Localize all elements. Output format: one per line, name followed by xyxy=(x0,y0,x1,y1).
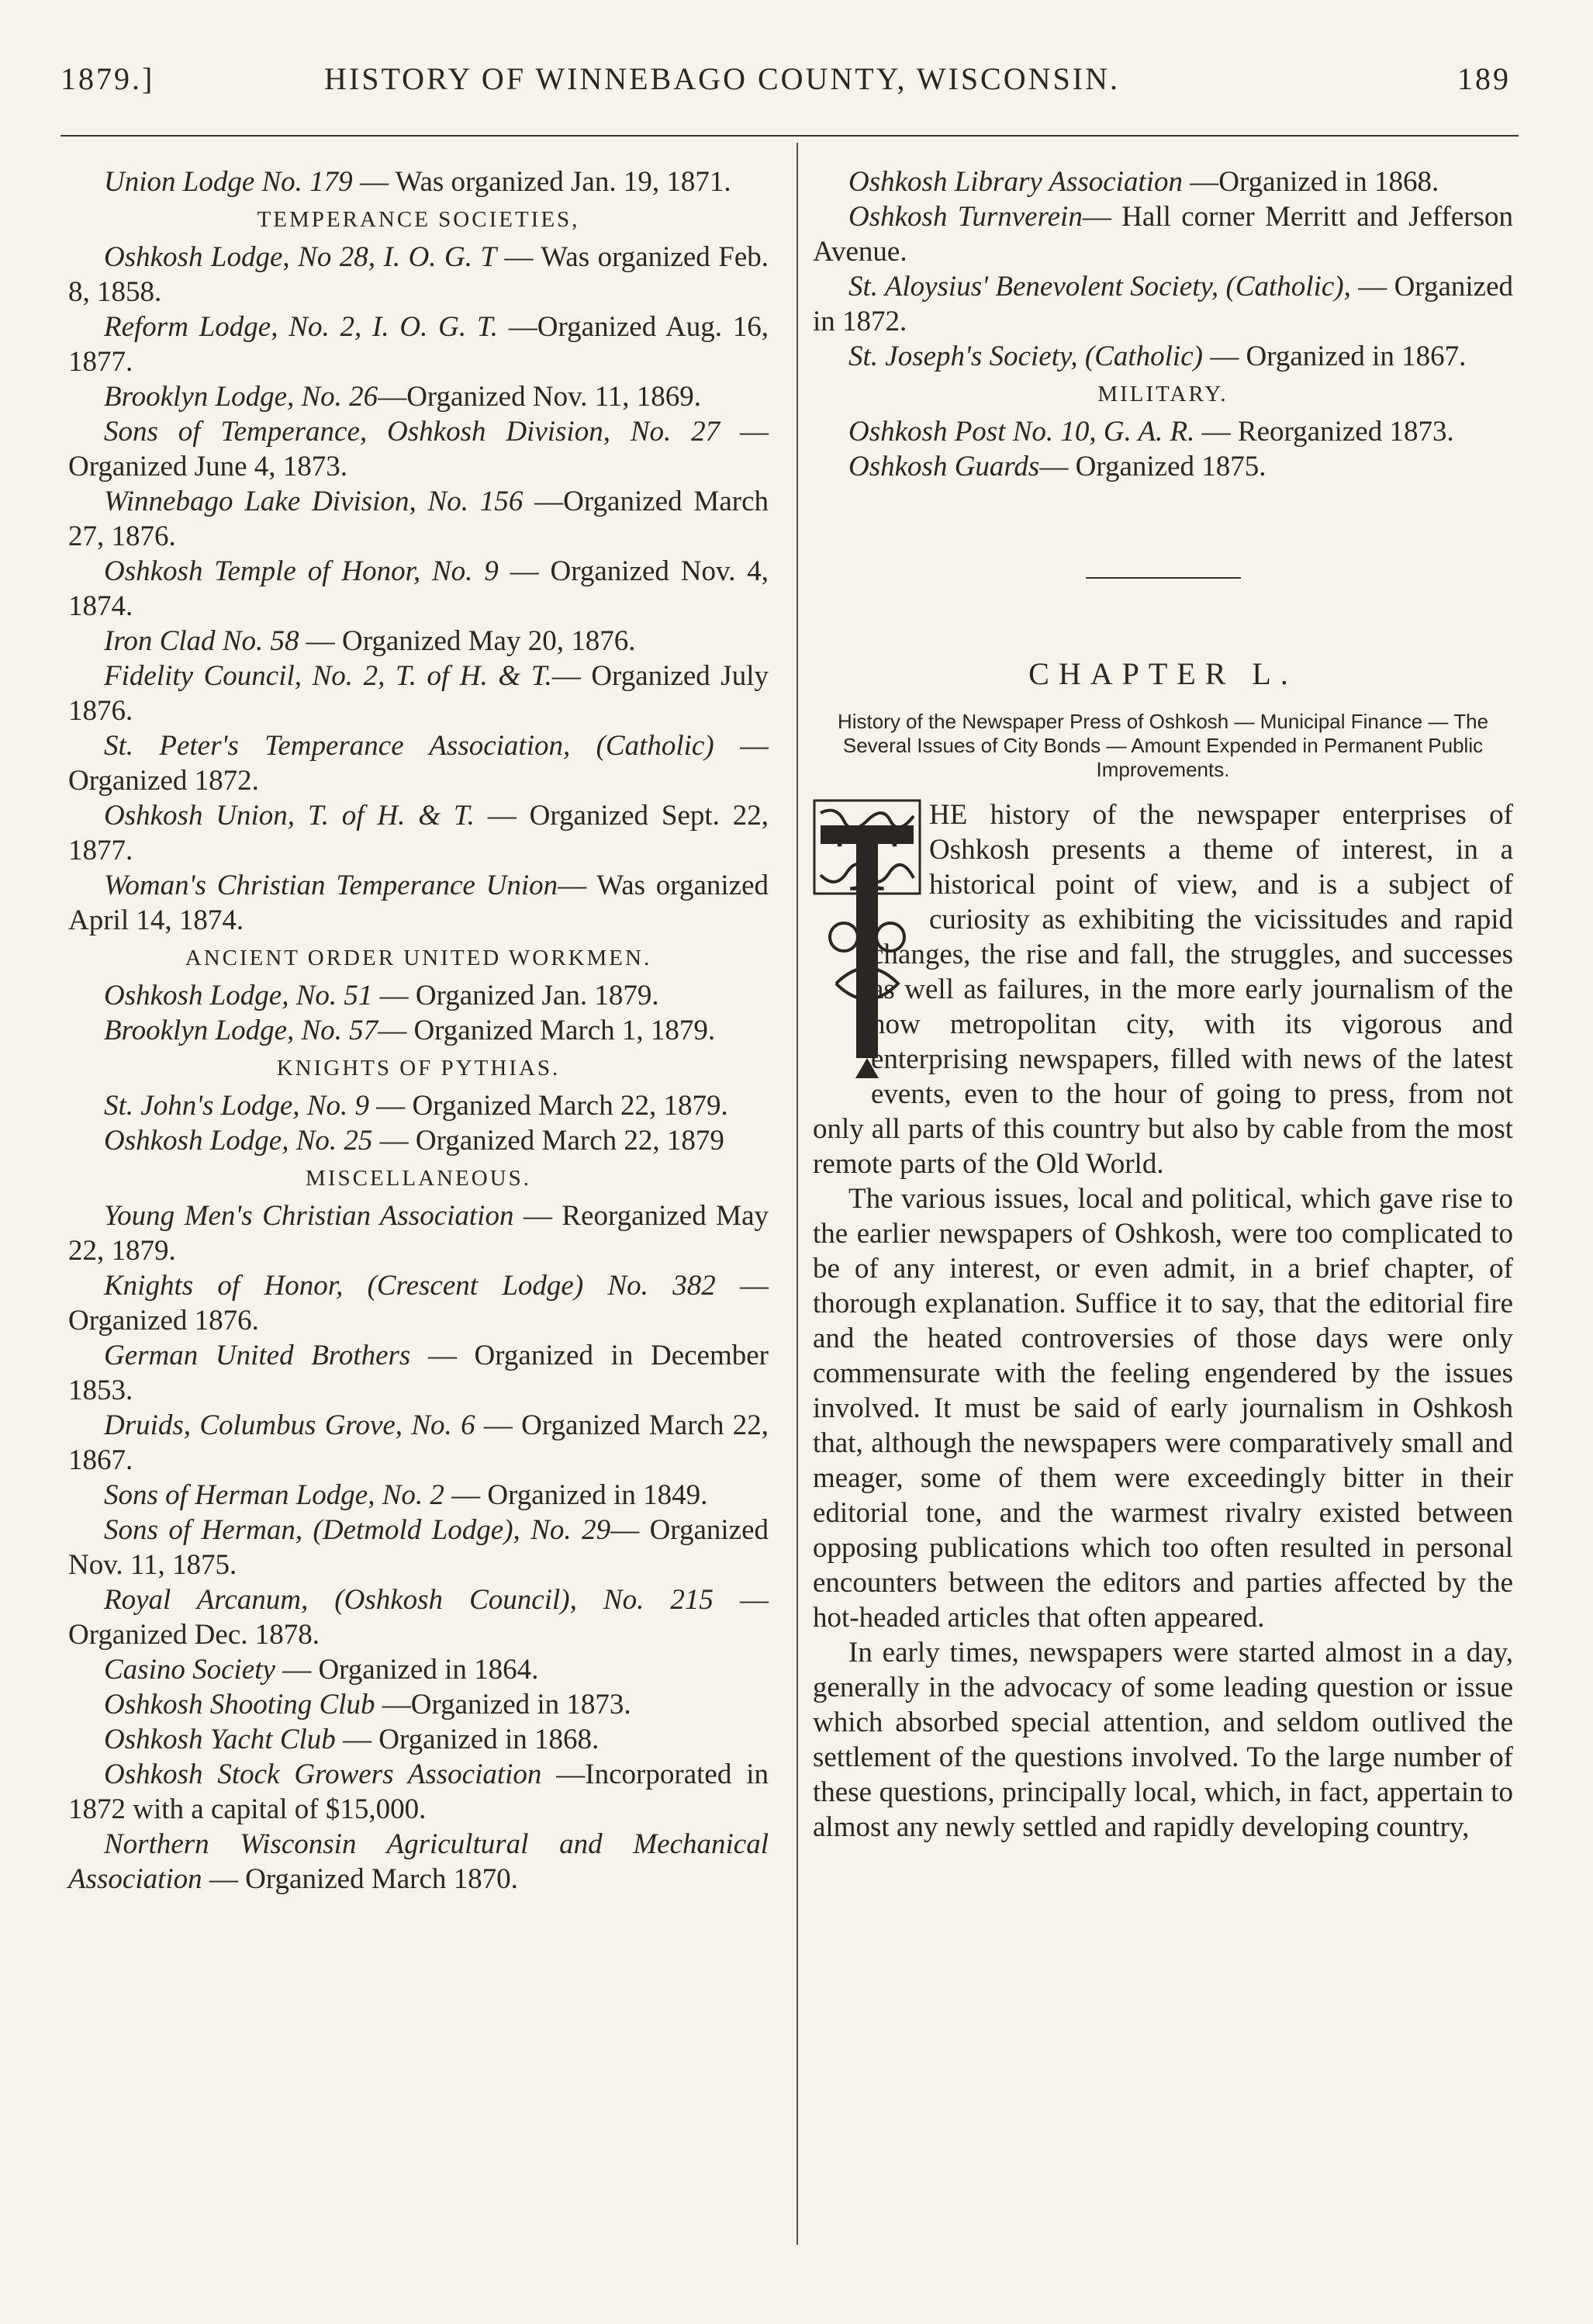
society-entry xyxy=(813,339,1513,374)
chapter-heading: CHAPTER L. xyxy=(1028,656,1298,691)
society-detail: — Organized in 1864. xyxy=(275,1654,539,1686)
society-entry xyxy=(68,868,769,938)
society-name: Sons of Herman Lodge, No. 2 xyxy=(104,1479,444,1511)
society-name: St. Peter's Temperance Association, (Catholic) xyxy=(104,730,714,762)
society-entry xyxy=(68,379,769,414)
page-number: 189 xyxy=(1457,61,1511,96)
society-name: Oshkosh Lodge, No. 51 xyxy=(104,980,373,1012)
society-name: Oshkosh Shooting Club xyxy=(104,1689,375,1721)
society-entry xyxy=(68,1478,769,1513)
society-name: Knights of Honor, (Crescent Lodge) No. 382 xyxy=(104,1270,716,1302)
society-name: Reform Lodge, No. 2, I. O. G. T. xyxy=(104,311,499,343)
society-entry xyxy=(68,1013,769,1048)
society-name: Oshkosh Library Association xyxy=(848,166,1184,198)
society-detail: — Organized July 1876. xyxy=(68,660,769,727)
society-entry xyxy=(813,449,1513,484)
section-heading: MILITARY. xyxy=(1097,382,1228,406)
society-entry xyxy=(68,1652,769,1687)
society-detail: — Organized Dec. 1878. xyxy=(68,1584,769,1651)
chapter-paragraph: In early times, newspapers were started almost in a day, generally in the advocacy of some leading question or issue which absorbed special attention, and seldom outlived the settlement of the questions involved. To the large number of these questions, principally local, which, in fact, appertain to almost any newly settled and rapidly developing country, xyxy=(813,1637,1513,1843)
society-entry xyxy=(813,414,1513,449)
society-entry xyxy=(68,484,769,554)
column-divider xyxy=(796,143,798,2245)
society-entry xyxy=(68,1338,769,1408)
society-name: German United Brothers xyxy=(104,1340,411,1371)
society-name: Fidelity Council, No. 2, T. of H. & T. xyxy=(104,660,552,692)
society-detail: — Organized March 1870. xyxy=(202,1863,518,1895)
society-detail: — Organized Sept. 22, 1877. xyxy=(68,800,769,866)
society-name: Oshkosh Guards xyxy=(848,451,1040,482)
society-name: Iron Clad No. 58 xyxy=(104,625,299,657)
dropcap-letter: T xyxy=(835,808,899,911)
society-detail: — Organized 1872. xyxy=(68,730,769,797)
society-detail: —Organized Nov. 11, 1869. xyxy=(378,381,702,413)
society-name: St. Joseph's Society, (Catholic) xyxy=(848,341,1203,372)
right-column-entries xyxy=(813,164,1513,484)
chapter-paragraph: HE history of the newspaper enterprises of Oshkosh presents a theme of interest, in a historical point of view, and is a subject of curiosity as exhibiting the vicissitudes and rapid changes, the rise and fall, the struggles, and successes as well as failures, in the more early journalism of the now metropolitan city, with its vigorous and enterprising newspapers, filled with news of the latest events, even to the hour of going to press, from not only all parts of this country but also by cable from the most remote parts of the Old World. xyxy=(813,799,1513,1180)
society-name: Young Men's Christian Association xyxy=(104,1200,514,1232)
society-detail: — Organized Jan. 1879. xyxy=(372,980,659,1012)
society-name: Royal Arcanum, (Oshkosh Council), No. 215 xyxy=(104,1584,714,1616)
header-year: 1879.] xyxy=(60,61,155,96)
society-entry xyxy=(68,659,769,728)
left-column xyxy=(68,164,769,1897)
section-heading: ANCIENT ORDER UNITED WORKMEN. xyxy=(185,946,652,970)
society-name: Casino Society xyxy=(104,1654,275,1686)
society-entry xyxy=(68,1268,769,1338)
society-entry xyxy=(68,1827,769,1897)
header-title: HISTORY OF WINNEBAGO COUNTY, WISCONSIN. xyxy=(324,61,1120,96)
society-name: Oshkosh Turnverein xyxy=(848,201,1083,233)
society-detail: —Organized March 27, 1876. xyxy=(68,486,769,552)
society-entry xyxy=(68,1198,769,1268)
society-detail: — Organized 1876. xyxy=(68,1270,769,1337)
society-name: Oshkosh Union, T. of H. & T. xyxy=(104,800,475,832)
society-detail: — Organized March 22, 1867. xyxy=(68,1409,769,1476)
society-entry xyxy=(68,1088,769,1123)
society-entry xyxy=(813,199,1513,269)
society-detail: — Organized in 1868. xyxy=(335,1724,600,1755)
society-detail: — Organized 1875. xyxy=(1039,451,1266,482)
society-name: Oshkosh Post No. 10, G. A. R. xyxy=(848,416,1195,448)
society-name: Winnebago Lake Division, No. 156 xyxy=(104,486,524,517)
society-entry xyxy=(68,164,769,199)
society-detail: — Organized May 20, 1876. xyxy=(299,625,636,657)
society-entry xyxy=(68,1687,769,1722)
society-name: Brooklyn Lodge, No. 26 xyxy=(104,381,378,413)
society-entry xyxy=(68,1408,769,1478)
society-entry xyxy=(68,310,769,379)
society-detail: — Organized June 4, 1873. xyxy=(68,416,769,482)
society-detail: — Was organized Jan. 19, 1871. xyxy=(352,166,731,198)
society-detail: — Organized Nov. 11, 1875. xyxy=(68,1514,769,1581)
chapter-separator-rule xyxy=(1086,577,1241,579)
header-rule xyxy=(60,135,1519,137)
society-entry xyxy=(68,978,769,1013)
society-detail: — Was organized April 14, 1874. xyxy=(68,870,769,936)
society-name: Oshkosh Yacht Club xyxy=(104,1724,336,1755)
society-detail: — Reorganized May 22, 1879. xyxy=(68,1200,769,1267)
society-detail: —Incorporated in 1872 with a capital of $15,000. xyxy=(68,1759,769,1825)
society-entry xyxy=(68,1722,769,1757)
society-detail: — Organized in December 1853. xyxy=(68,1340,769,1406)
society-detail: — Reorganized 1873. xyxy=(1194,416,1454,448)
society-entry xyxy=(68,1513,769,1582)
society-detail: — Organized March 22, 1879 xyxy=(372,1125,724,1157)
society-entry xyxy=(68,1582,769,1652)
society-entry xyxy=(813,164,1513,199)
society-name: Sons of Herman, (Detmold Lodge), No. 29 xyxy=(104,1514,611,1546)
society-name: Oshkosh Lodge, No 28, I. O. G. T xyxy=(104,241,497,273)
society-detail: — Organized in 1867. xyxy=(1202,341,1467,372)
section-heading: TEMPERANCE SOCIETIES, xyxy=(257,207,580,232)
society-detail: — Organized in 1872. xyxy=(813,271,1513,337)
society-detail: — Hall corner Merritt and Jefferson Avenue. xyxy=(813,201,1514,268)
society-name: Union Lodge No. 179 xyxy=(104,166,353,198)
section-heading: MISCELLANEOUS. xyxy=(306,1166,531,1191)
society-name: Druids, Columbus Grove, No. 6 xyxy=(104,1409,475,1441)
society-detail: — Organized Nov. 4, 1874. xyxy=(68,555,769,622)
society-name: Northern Wisconsin Agricultural and Mechanical Association xyxy=(68,1828,769,1895)
society-detail: —Organized Aug. 16, 1877. xyxy=(68,311,769,378)
society-entry xyxy=(68,728,769,798)
society-entry xyxy=(68,1123,769,1158)
society-name: Oshkosh Stock Growers Association xyxy=(104,1759,542,1790)
society-detail: —Organized in 1873. xyxy=(375,1689,631,1721)
chapter-paragraph: The various issues, local and political, which gave rise to the earlier newspapers of Oshkosh, were too complicated to be of any interest, or even admit, in a brief chapter, of thorough explanation. Suffice it to say, that the editorial fire and the heated controversies of those days were only commensurate with the feeling engendered by the issues involved. It must be said of early journalism in Oshkosh that, although the newspapers were comparatively small and meager, some of them were exceedingly bitter in their editorial tone, and the warmest rivalry existed between opposing publications which too often resulted in personal encounters between the editors and parties affected by the hot-headed articles that often appeared. xyxy=(813,1183,1513,1634)
society-name: St. John's Lodge, No. 9 xyxy=(104,1090,369,1122)
society-detail: — Organized March 22, 1879. xyxy=(368,1090,728,1122)
society-entry xyxy=(813,269,1513,339)
society-detail: — Was organized Feb. 8, 1858. xyxy=(68,241,769,308)
society-entry xyxy=(68,554,769,624)
society-entry xyxy=(68,240,769,310)
society-name: Oshkosh Lodge, No. 25 xyxy=(104,1125,373,1157)
chapter-synopsis: History of the Newspaper Press of Oshkosh — Municipal Finance — The Several Issues of City Bonds — Amount Expended in Permanent Public Improvements. xyxy=(837,710,1489,781)
society-entry xyxy=(68,624,769,659)
right-column xyxy=(813,164,1513,1845)
running-header xyxy=(60,61,1519,107)
society-detail: —Organized in 1868. xyxy=(1183,166,1439,198)
society-detail: — Organized March 1, 1879. xyxy=(378,1015,716,1046)
society-name: Woman's Christian Temperance Union xyxy=(104,870,558,901)
society-entry xyxy=(68,1757,769,1827)
society-entry xyxy=(68,414,769,484)
society-name: St. Aloysius' Benevolent Society, (Catholic), xyxy=(848,271,1351,303)
chapter-body xyxy=(813,797,1513,1845)
society-detail: — Organized in 1849. xyxy=(444,1479,708,1511)
society-entry xyxy=(68,798,769,868)
society-name: Oshkosh Temple of Honor, No. 9 xyxy=(104,555,499,587)
society-name: Brooklyn Lodge, No. 57 xyxy=(104,1015,378,1046)
society-name: Sons of Temperance, Oshkosh Division, No. 27 xyxy=(104,416,720,448)
section-heading: KNIGHTS OF PYTHIAS. xyxy=(276,1056,561,1081)
